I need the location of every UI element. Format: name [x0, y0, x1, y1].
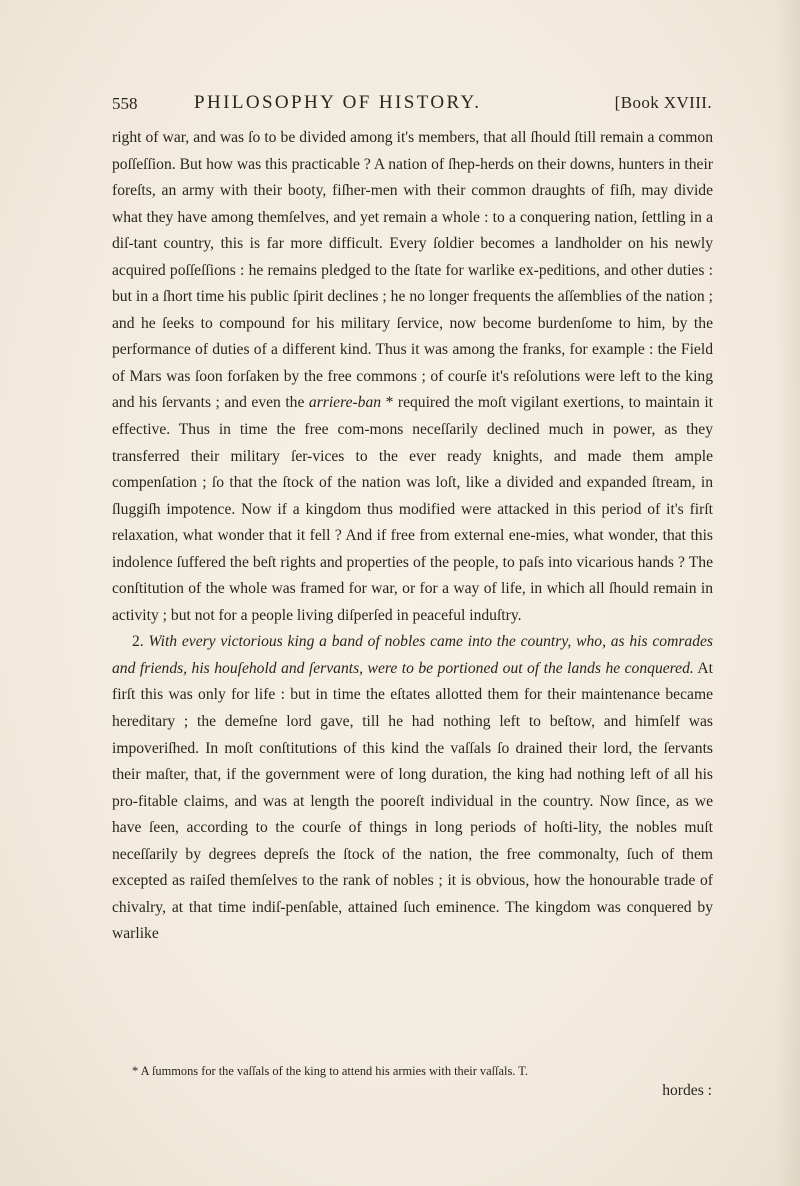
- paragraph-1-text: right of war, and was ſo to be divided among it's members, that all ſhould ſtill remain a common poſſeſſion. But how was this practicable ? A nation of ſhep-herds on their downs, hunters in their foreſts, an army with their booty, fiſher-men with their common draughts of fiſh, may divide what they have among themſelves, and yet remain a whole : to a conquering nation, ſettling in a diſ-tant country, this is far more difficult. Every ſoldier becomes a landholder on his newly acquired poſſeſſions : he remains pledged to the ſtate for warlike ex-peditions, and other duties : but in a ſhort time his public ſpirit declines ; he no longer frequents the aſſemblies of the nation ; and he ſeeks to compound for his military ſervice, now become burdenſome to him, by the performance of duties of a different kind. Thus it was among the franks, for example : the Field of Mars was ſoon forſaken by the free commons ; of courſe it's reſolutions were left to the king and his ſervants ; and even the: [112, 129, 713, 412]
- arriere-ban-term: arriere-ban: [308, 394, 382, 412]
- paragraph-1-continued: * required the moſt vigilant exertions, to maintain it effective. Thus in time the free com-mons neceſſarily declined much in power, as they transferred their military ſer-vices to the ever ready knights, and made them ample compenſation ; ſo that the ſtock of the nation was loſt, like a divided and expanded ſtream, in ſluggiſh impotence. Now if a kingdom thus modified were attacked in this period of it's firſt relaxation, what wonder that it fell ? And if free from external ene-mies, what wonder, that this indolence ſuffered the beſt rights and properties of the people, to paſs into vicarious hands ? The conſtitution of the whole was framed for war, or for a way of life, in which all ſhould remain in activity ; but not for a people living diſperſed in peaceful induſtry.: [112, 394, 713, 624]
- paragraph-2-text: At firſt this was only for life : but in time the eſtates allotted them for their maintenance became hereditary ; the demeſne lord gave, till he had nothing left to beſtow, and himſelf was impoveriſhed. In moſt conſtitutions of this kind the vaſſals ſo drained their lord, the ſervants their maſter, that, if the government were of long duration, the king had nothing left of all his pro-fitable claims, and was at length the pooreſt individual in the country. Now ſince, as we have ſeen, according to the courſe of things in long periods of hoſti-lity, the nobles muſt neceſſarily by degrees depreſs the ſtock of the nation, the free commonalty, ſuch of them excepted as raiſed themſelves to the rank of nobles ; it is obvious, how the honourable trade of chivalry, at that time indiſ-penſable, attained ſuch eminence. The kingdom was conquered by warlike: [112, 659, 713, 943]
- section-number: 2.: [132, 633, 144, 651]
- main-text: [112, 125, 713, 948]
- page-number: 558: [112, 94, 138, 113]
- catchword: hordes :: [662, 1082, 712, 1099]
- page-header: [112, 92, 712, 118]
- section-proposition: With every victorious king a band of nobles came into the country, who, as his comrades and friends, his houſehold and ſervants, were to be portioned out of the lands he conquered.: [112, 633, 713, 677]
- footnote: * A ſummons for the vaſſals of the king to attend his armies with their vaſſals. T.: [132, 1064, 528, 1078]
- book-reference: [Book XVIII.: [614, 93, 712, 112]
- paragraph-1: [112, 125, 713, 629]
- page-edge-shadow: [776, 0, 800, 1186]
- running-title: PHILOSOPHY OF HISTORY.: [194, 92, 482, 113]
- paragraph-2: [112, 629, 713, 948]
